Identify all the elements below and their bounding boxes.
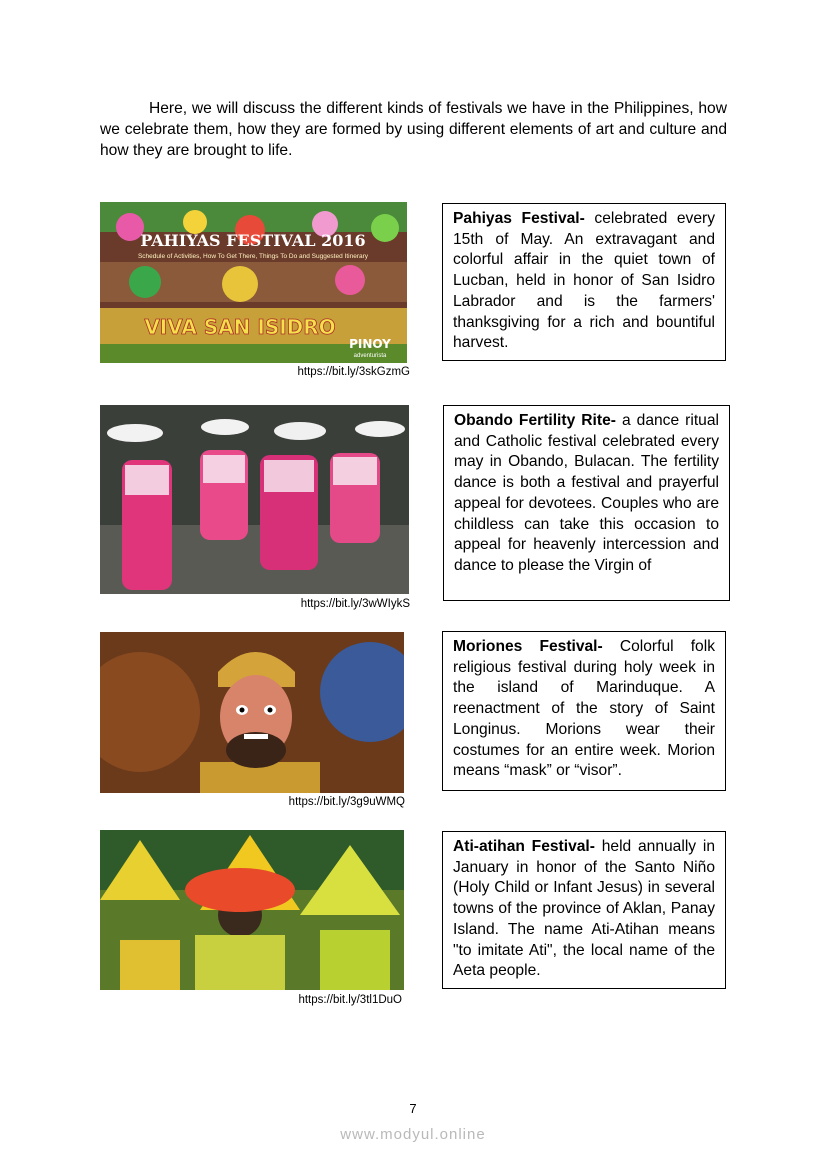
moriones-credit: https://bit.ly/3g9uWMQ xyxy=(288,796,405,808)
pahiyas-image-heading: PAHIYAS FESTIVAL 2016 xyxy=(140,231,366,250)
pahiyas-credit: https://bit.ly/3skGzmG xyxy=(297,366,410,378)
pahiyas-image-banner: VIVA SAN ISIDRO xyxy=(144,315,336,339)
moriones-text: Colorful folk religious festival during holy week in the island of Marinduque. A reenactment of the story of Saint Longinus. Morions wear their costumes for an entire week. Morion means “mask” or “visor”. xyxy=(453,638,715,780)
pahiyas-description-box xyxy=(442,203,726,361)
obando-title: Obando Fertility Rite- xyxy=(454,412,616,429)
obando-description-box xyxy=(443,405,730,601)
page-number: 7 xyxy=(409,1101,417,1116)
ati-atihan-title: Ati-atihan Festival- xyxy=(453,838,595,855)
pahiyas-image-logo-sub: adventurista xyxy=(353,353,387,359)
moriones-description-box xyxy=(442,631,726,791)
pahiyas-title: Pahiyas Festival- xyxy=(453,210,585,227)
pahiyas-image-subheading: Schedule of Activities, How To Get There, Things To Do and Suggested Itinerary xyxy=(137,253,369,260)
obando-credit: https://bit.ly/3wWIykS xyxy=(300,598,410,610)
pahiyas-text: celebrated every 15th of May. An extravagant and colorful affair in the quiet town of Lucban, held in honor of San Isidro Labrador and is the farmers' thanksgiving for a rich and bountiful harvest. xyxy=(453,210,715,352)
pahiyas-festival-photo xyxy=(100,202,407,363)
intro-text: Here, we will discuss the different kinds of festivals we have in the Philippines, how we celebrate them, how they are formed by using different elements of art and culture and how they are brought to life. xyxy=(100,100,727,159)
watermark: www.modyul.online xyxy=(340,1126,486,1143)
moriones-festival-photo xyxy=(100,632,404,793)
ati-atihan-description-box xyxy=(442,831,726,989)
ati-atihan-credit: https://bit.ly/3tl1DuO xyxy=(298,994,402,1006)
ati-atihan-text: held annually in January in honor of the Santo Niño (Holy Child or Infant Jesus) in several towns of the province of Aklan, Panay Island. The name Ati-Atihan means "to imitate Ati", the local name of the Aeta people. xyxy=(453,838,715,980)
ati-atihan-festival-photo xyxy=(100,830,404,990)
obando-text: a dance ritual and Catholic festival celebrated every may in Obando, Bulacan. The fertility dance is both a festival and prayerful appeal for devotees. Couples who are childless can take this occasion to appeal for heavenly intercession and dance to please the Virgin of xyxy=(454,412,719,574)
pahiyas-image-logo: PINOY xyxy=(349,337,391,351)
intro-paragraph xyxy=(100,98,727,161)
obando-fertility-rite-photo xyxy=(100,405,409,594)
moriones-title: Moriones Festival- xyxy=(453,638,603,655)
